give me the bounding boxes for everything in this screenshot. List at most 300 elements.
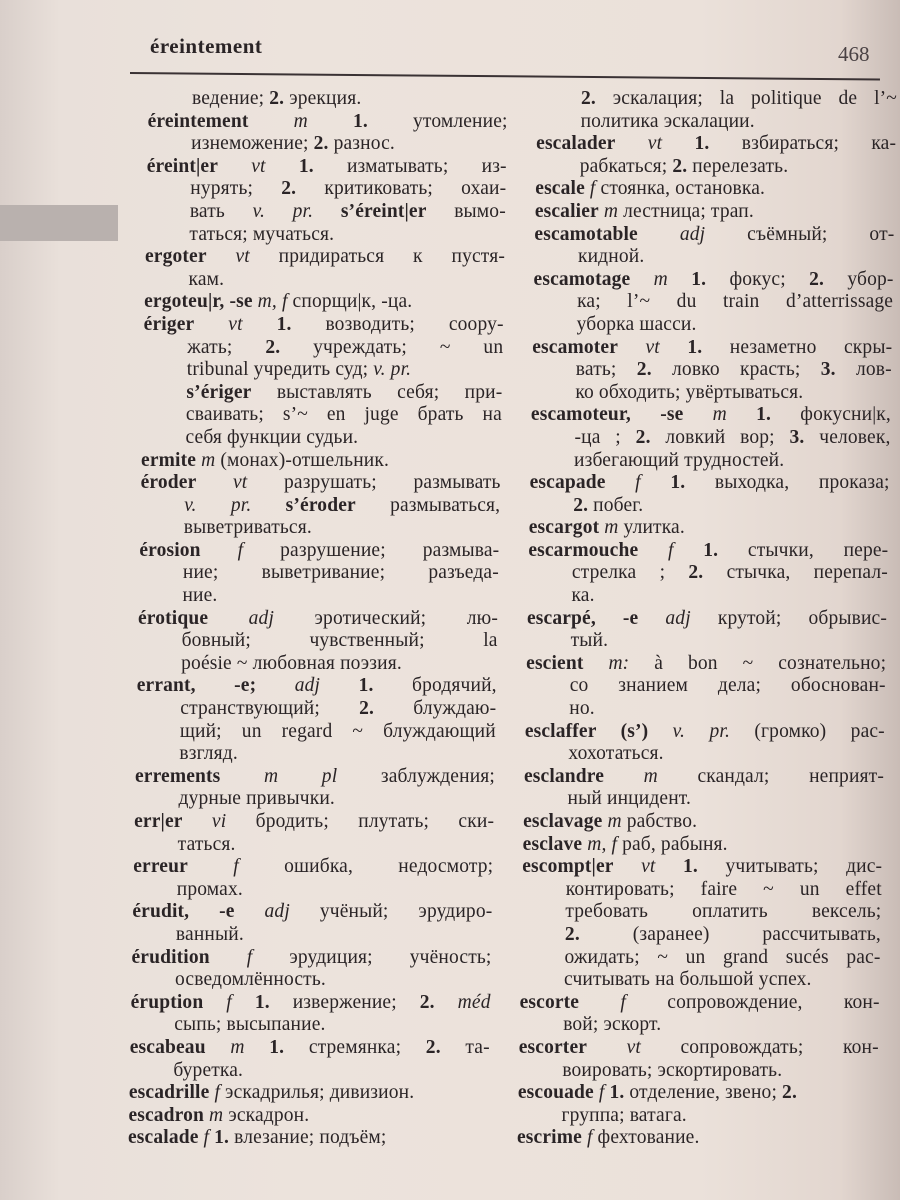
entry-continuation-line	[533, 314, 893, 337]
grammar-label: v. pr.	[252, 200, 341, 222]
entry-continuation-line	[135, 743, 495, 766]
grammar-label: m	[598, 200, 619, 222]
translation-text: сопровождать; кон-	[640, 1036, 879, 1058]
headword: escadrille	[128, 1082, 210, 1104]
grammar-label: vt	[218, 155, 299, 177]
translation-text: фокус;	[706, 268, 810, 290]
headword: ergoter	[144, 246, 207, 268]
grammar-label: f	[593, 1082, 610, 1104]
headword: err|er	[134, 811, 183, 832]
dictionary-entry-line	[129, 1082, 489, 1105]
dictionary-entry-line	[145, 246, 505, 269]
headword: escorte	[519, 991, 580, 1013]
dictionary-entry-line	[144, 291, 504, 314]
entry-continuation-line	[130, 1014, 490, 1037]
dictionary-entry-line	[522, 856, 882, 879]
headword: érosion	[139, 539, 201, 561]
grammar-label: adj	[208, 607, 275, 629]
grammar-label: m	[630, 268, 692, 290]
bold-term: 2.	[313, 133, 329, 155]
bold-term: 2.	[265, 336, 281, 358]
grammar-label: m	[248, 110, 353, 132]
translation-text: раб, рабыня.	[617, 833, 728, 855]
bold-term: 1.	[352, 110, 368, 132]
entry-continuation-line	[525, 698, 885, 721]
right-column	[517, 88, 897, 1150]
grammar-label: adj	[234, 901, 290, 923]
translation-text: ние.	[182, 585, 218, 607]
grammar-label: vt	[206, 246, 250, 268]
entry-continuation-line	[147, 133, 507, 156]
translation-text: стычка, перепал-	[703, 562, 888, 584]
bold-term: 2.	[573, 494, 589, 516]
grammar-label: m, f	[252, 291, 288, 313]
translation-text: учёный; эрудиро-	[289, 901, 493, 923]
entry-continuation-line	[142, 404, 502, 427]
translation-text: ко обходить; увёртываться.	[575, 381, 804, 403]
grammar-label: f	[638, 539, 704, 561]
entry-continuation-line	[143, 359, 503, 382]
translation-text: à bon ~ сознательно;	[629, 652, 887, 674]
translation-text: эскадрон.	[223, 1104, 310, 1126]
translation-text: лестница; трап.	[618, 200, 754, 222]
headword: escompt|er	[522, 856, 614, 878]
entry-continuation-line	[139, 562, 499, 585]
translation-text: возводить; соору-	[291, 313, 504, 335]
translation-text: разрушение; размыва-	[243, 539, 500, 561]
entry-continuation-line	[524, 788, 884, 811]
entry-continuation-line	[132, 924, 492, 947]
translation-text: улитка.	[618, 517, 685, 539]
translation-text: бовный; чувственный; la	[181, 630, 498, 652]
translation-text: отделение, звено;	[624, 1082, 783, 1104]
translation-text: сыпь; высыпание.	[174, 1014, 326, 1036]
headword: éruption	[130, 991, 204, 1013]
translation-text: эскадрилья; дивизион.	[220, 1082, 415, 1104]
translation-text: рабкаться;	[579, 155, 673, 177]
headword: escapade	[529, 472, 606, 494]
translation-text: изматывать; из-	[313, 155, 507, 177]
translation-text: заблуждения;	[337, 765, 495, 787]
grammar-label: f	[605, 472, 671, 494]
translation-text: извержение;	[269, 991, 420, 1013]
headword: escamoteur, -se	[530, 404, 684, 426]
translation-text: эрудиция; учёность;	[252, 946, 492, 968]
headword: escargot	[528, 517, 600, 539]
bold-term: 1.	[276, 313, 292, 335]
bold-term: 3.	[820, 359, 836, 381]
dictionary-entry-line	[526, 653, 886, 676]
headword: escorter	[518, 1036, 588, 1058]
bold-term: 1.	[683, 856, 698, 878]
grammar-label: f	[209, 1082, 221, 1104]
headword: escient	[526, 652, 584, 674]
page-edge-tab	[0, 205, 118, 241]
grammar-label: m	[204, 1104, 224, 1126]
translation-text: рабство.	[621, 811, 698, 832]
translation-text: крутой; обрывис-	[690, 607, 887, 629]
dictionary-entry-line	[535, 201, 895, 224]
bold-term: 2.	[281, 178, 297, 200]
headword: esclavage	[523, 811, 603, 832]
bold-term: 1.	[298, 155, 314, 177]
translation-text: бродячий,	[373, 675, 497, 697]
translation-text: фехтование.	[592, 1127, 700, 1149]
headword: escamotable	[534, 223, 638, 245]
bold-term: 2.	[635, 426, 651, 448]
dictionary-entry-line	[141, 450, 501, 473]
headword: érotique	[138, 607, 209, 629]
entry-continuation-line	[533, 291, 893, 314]
entry-continuation-line	[521, 924, 881, 947]
grammar-label: adj	[637, 223, 706, 245]
translation-text: разнос.	[328, 133, 395, 155]
entry-continuation-line	[527, 585, 887, 608]
translation-text: ведение;	[192, 88, 270, 109]
headword: éreint|er	[146, 155, 219, 177]
translation-text: фокусни|к,	[771, 404, 891, 426]
grammar-label: m, f	[582, 833, 618, 855]
grammar-label: vt	[587, 1036, 641, 1058]
translation-text: ловко красть;	[651, 359, 821, 381]
translation-text: (громко) рас-	[729, 720, 885, 742]
dictionary-entry-line	[517, 1127, 877, 1150]
bold-term: s’éroder	[285, 494, 356, 516]
translation-text: вать;	[575, 359, 637, 381]
translation-text: ние; выветривание; разъеда-	[182, 562, 499, 584]
translation-text: взгляд.	[179, 743, 238, 765]
headword: ergoteu|r, -se	[144, 291, 253, 313]
dictionary-entry-line	[131, 947, 491, 970]
grammar-label: v. pr.	[648, 720, 730, 742]
bold-term: 2.	[359, 698, 375, 720]
entry-continuation-line	[528, 562, 888, 585]
entry-continuation-line	[146, 178, 506, 201]
translation-text: но.	[569, 698, 595, 720]
headword: esclaffer (s’)	[524, 720, 649, 742]
translation-text: дурные привычки.	[178, 788, 335, 810]
bold-term: 2.	[269, 88, 285, 109]
bold-term: 2.	[564, 923, 580, 945]
translation-text: придираться к пустя-	[249, 246, 505, 268]
headword: escamotage	[533, 268, 631, 290]
translation-text: ный инцидент.	[567, 788, 692, 810]
entry-continuation-line	[142, 382, 502, 405]
entry-continuation-line	[520, 969, 880, 992]
dictionary-entry-line	[131, 992, 491, 1015]
translation-text: перелезать.	[687, 155, 789, 177]
entry-continuation-line	[134, 834, 494, 857]
grammar-label: adj	[256, 675, 359, 697]
entry-continuation-line	[131, 969, 491, 992]
entry-continuation-line	[537, 88, 897, 111]
entry-continuation-line	[135, 788, 495, 811]
entry-continuation-line	[534, 246, 894, 269]
entry-continuation-line	[531, 382, 891, 405]
translation-text: со знанием дела; обоснован-	[569, 675, 886, 697]
bold-term: s’ériger	[186, 381, 252, 403]
translation-text: требовать оплатить вексель;	[565, 901, 882, 923]
grammar-label: vt	[613, 856, 684, 878]
translation-text: человек,	[804, 426, 891, 448]
headword: escadron	[128, 1104, 205, 1126]
bold-term: 1.	[687, 336, 703, 358]
bold-term: 2.	[672, 155, 688, 177]
translation-text: промах.	[176, 878, 243, 900]
bold-term: 2.	[688, 562, 704, 584]
dictionary-entry-line	[530, 472, 890, 495]
grammar-label: adj	[638, 607, 691, 629]
bold-term: s’éreint|er	[340, 200, 427, 222]
headword: éreintement	[147, 110, 249, 132]
translation-text: разрушать; размывать	[247, 472, 501, 494]
translation-text: tribunal учредить суд;	[186, 359, 374, 381]
entry-continuation-line	[530, 427, 890, 450]
dictionary-entry-line	[534, 224, 894, 247]
dictionary-entry-line	[524, 766, 884, 789]
bold-term: 2.	[809, 268, 825, 290]
dictionary-entry-line	[532, 337, 892, 360]
headword: escale	[535, 178, 585, 200]
bold-term: 1.	[756, 404, 772, 426]
translation-text: ошибка, недосмотр;	[238, 856, 494, 878]
bold-term: 2.	[782, 1082, 797, 1104]
grammar-label: vi	[182, 811, 227, 832]
grammar-label: m	[196, 449, 216, 471]
translation-text: избегающий трудностей.	[574, 449, 785, 471]
dictionary-entry-line	[137, 675, 497, 698]
grammar-label: vt	[615, 133, 695, 155]
dictionary-entry-line	[132, 901, 492, 924]
headword: escalader	[536, 133, 616, 155]
translation-text: взбираться; ка-	[709, 133, 897, 155]
translation-text: таться.	[177, 833, 236, 855]
entry-continuation-line	[140, 495, 500, 518]
dictionary-entry-line	[135, 766, 495, 789]
bold-term: 2.	[425, 1036, 441, 1058]
headword: errant, -e;	[136, 675, 257, 697]
translation-text: незаметно скры-	[702, 336, 893, 358]
translation-text: хохотаться.	[568, 743, 664, 765]
translation-text: осведомлённость.	[175, 969, 326, 991]
bold-term: 1.	[214, 1127, 230, 1149]
grammar-label: vt	[196, 472, 248, 494]
translation-text: ожидать; ~ un grand sucés рас-	[564, 946, 881, 968]
translation-text: учреждать; ~ un	[280, 336, 504, 358]
page-number: 468	[838, 42, 870, 66]
running-head: éreintement	[150, 34, 263, 58]
translation-text: себя функции судьи.	[185, 426, 359, 448]
headword: errements	[134, 765, 221, 787]
entry-continuation-line	[136, 721, 496, 744]
translation-text: ка; l’~ du train d’atterrissage	[577, 291, 894, 313]
grammar-label: m	[205, 1036, 270, 1058]
translation-text: воировать; эскортировать.	[562, 1059, 783, 1081]
entry-continuation-line	[129, 1060, 489, 1083]
dictionary-entry-line	[133, 856, 493, 879]
dictionary-entry-line	[519, 1037, 879, 1060]
headword: ériger	[143, 313, 195, 335]
translation-text: считывать на большой успех.	[564, 969, 812, 991]
grammar-label: vt	[194, 313, 277, 335]
bold-term: 1.	[269, 1036, 285, 1058]
translation-text: щий; un regard ~ блуждающий	[179, 720, 496, 742]
grammar-label: m pl	[220, 765, 338, 787]
headword: ermite	[141, 449, 197, 471]
dictionary-entry-line	[134, 811, 494, 834]
translation-text: выставлять себя; при-	[251, 381, 503, 403]
translation-text: контировать; faire ~ un effet	[565, 878, 882, 900]
translation-text: стычки, пере-	[718, 539, 889, 561]
dictionary-entry-line	[130, 1037, 490, 1060]
entry-continuation-line	[527, 630, 887, 653]
bold-term: 1.	[358, 675, 374, 697]
translation-text: спорщи|к, -ца.	[287, 291, 413, 313]
entry-continuation-line	[145, 269, 505, 292]
translation-text: побег.	[588, 494, 644, 516]
entry-continuation-line	[526, 675, 886, 698]
dictionary-entry-line	[138, 608, 498, 631]
bold-term: 1.	[703, 539, 719, 561]
header-rule	[130, 72, 880, 81]
entry-continuation-line	[520, 947, 880, 970]
bold-term: 2.	[636, 359, 652, 381]
entry-continuation-line	[141, 427, 501, 450]
entry-continuation-line	[517, 1105, 877, 1128]
grammar-label: m	[599, 517, 619, 539]
dictionary-entry-line	[528, 540, 888, 563]
translation-text: политика эскалации.	[580, 110, 755, 132]
translation-text: съёмный; от-	[705, 223, 895, 245]
headword: escarmouche	[528, 539, 639, 561]
translation-text: poésie ~ любовная поэзия.	[181, 652, 402, 674]
translation-text: бродить; плутать; ски-	[226, 811, 495, 832]
grammar-label: m	[683, 404, 757, 426]
translation-text: тый.	[570, 630, 609, 652]
bold-term: 1.	[670, 472, 686, 494]
translation-text: эскалация; la politique de l’~	[595, 88, 897, 109]
grammar-label: f	[581, 1127, 593, 1149]
grammar-label: f	[198, 1127, 215, 1149]
dictionary-entry-line	[139, 540, 499, 563]
translation-text: учитывать; дис-	[697, 856, 883, 878]
entry-continuation-line	[148, 88, 508, 111]
translation-text: стрелка ;	[571, 562, 689, 584]
dictionary-entry-line	[523, 834, 883, 857]
dictionary-entry-line	[527, 608, 887, 631]
entry-continuation-line	[146, 201, 506, 224]
translation-text: утомление;	[367, 110, 508, 132]
entry-continuation-line	[138, 585, 498, 608]
translation-text: (монах)-отшельник.	[215, 449, 390, 471]
translation-text: таться; мучаться.	[189, 223, 335, 245]
entry-continuation-line	[143, 337, 503, 360]
translation-text: кидной.	[577, 246, 645, 268]
dictionary-entry-line	[128, 1127, 488, 1150]
translation-text: эрекция.	[284, 88, 362, 109]
bold-term: 1.	[694, 133, 710, 155]
grammar-label: f	[187, 856, 239, 878]
translation-text: -ца ;	[574, 426, 636, 448]
grammar-label: f	[579, 991, 626, 1013]
translation-text: группа; ватага.	[561, 1104, 687, 1126]
dictionary-entry-line	[128, 1105, 488, 1128]
bold-term: 3.	[789, 426, 805, 448]
grammar-label: méd	[434, 991, 491, 1013]
dictionary-entry-line	[520, 992, 880, 1015]
dictionary-entry-line	[535, 178, 895, 201]
grammar-label: v. pr.	[373, 359, 412, 381]
headword: escouade	[517, 1082, 594, 1104]
entry-continuation-line	[529, 495, 889, 518]
headword: érudition	[131, 946, 210, 968]
translation-text: убор-	[824, 268, 894, 290]
entry-continuation-line	[140, 517, 500, 540]
entry-continuation-line	[537, 111, 897, 134]
translation-text: скандал; неприят-	[657, 765, 884, 787]
grammar-label: f	[209, 946, 253, 968]
entry-continuation-line	[133, 879, 493, 902]
translation-text: влезание; подъём;	[229, 1127, 387, 1149]
dictionary-entry-line	[141, 472, 501, 495]
translation-text: кам.	[188, 268, 225, 290]
grammar-label: f	[200, 539, 244, 561]
headword: esclandre	[523, 765, 605, 787]
dictionary-entry-line	[529, 517, 889, 540]
translation-text: размываться,	[355, 494, 501, 516]
dictionary-entry-line	[536, 133, 896, 156]
dictionary-entry-line	[525, 721, 885, 744]
entry-continuation-line	[137, 653, 497, 676]
grammar-label: v. pr.	[184, 494, 286, 516]
bold-term: 1.	[254, 991, 270, 1013]
headword: escalier	[534, 200, 599, 222]
bold-term: 2.	[581, 88, 596, 109]
entry-continuation-line	[136, 698, 496, 721]
dictionary-entry-line	[148, 111, 508, 134]
left-column	[128, 88, 508, 1150]
grammar-label: f	[203, 991, 255, 1013]
entry-continuation-line	[138, 630, 498, 653]
translation-text: сваивать; s’~ en juge брать на	[185, 404, 502, 426]
dictionary-entry-line	[534, 269, 894, 292]
translation-text: нурять;	[190, 178, 282, 200]
entry-continuation-line	[530, 450, 890, 473]
entry-continuation-line	[519, 1014, 879, 1037]
translation-text: (заранее) рассчитывать,	[579, 923, 881, 945]
translation-text: сопровождение, кон-	[626, 991, 880, 1013]
translation-text: ванный.	[175, 923, 244, 945]
dictionary-entry-line	[518, 1082, 878, 1105]
grammar-label: m:	[583, 652, 630, 674]
headword: éroder	[140, 472, 197, 494]
entry-continuation-line	[522, 879, 882, 902]
dictionary-entry-line	[531, 404, 891, 427]
dictionary-entry-line	[523, 811, 883, 834]
headword: escrime	[517, 1127, 582, 1149]
translation-text: стремянка;	[284, 1036, 426, 1058]
translation-text: странствующий;	[180, 698, 360, 720]
headword: escamoter	[532, 336, 619, 358]
entry-continuation-line	[532, 359, 892, 382]
headword: escabeau	[129, 1036, 206, 1058]
translation-text: критиковать; охаи-	[296, 178, 507, 200]
grammar-label: f	[584, 178, 596, 200]
translation-text: та-	[440, 1036, 490, 1058]
entry-continuation-line	[524, 743, 884, 766]
translation-text: эротический; лю-	[274, 607, 498, 629]
bold-term: 1.	[609, 1082, 625, 1104]
